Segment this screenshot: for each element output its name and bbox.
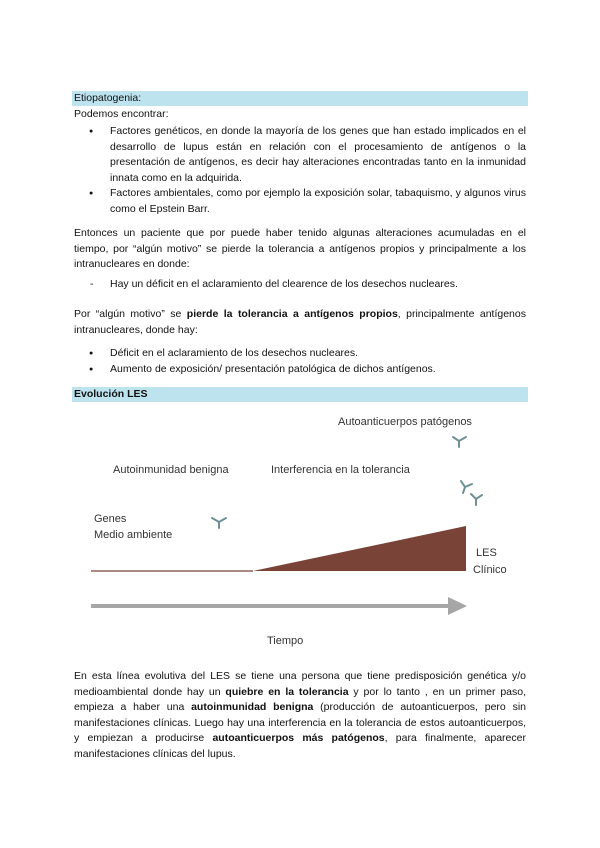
antibody-icon: [471, 494, 482, 505]
antibody-icon: [212, 518, 226, 528]
section-title: Evolución LES: [74, 388, 148, 400]
antibody-icon: [453, 437, 466, 447]
text-run: En esta línea evolutiva del LES se tiene una persona que tiene predisposición genética y/o medioambiental donde hay un: [74, 670, 526, 698]
disease-wedge: [253, 526, 466, 571]
bold-text: autoinmunidad benigna: [191, 701, 314, 713]
paragraph-evolucion: [74, 669, 526, 762]
bold-text: pierde la tolerancia a antígenos propios: [186, 308, 398, 320]
text-run: , para finalmente, aparecer manifestaciones clínicas del lupus.: [74, 732, 526, 760]
section-title: Etiopatogenia:: [74, 92, 142, 104]
label-tiempo: Tiempo: [267, 635, 304, 647]
intro-text: Podemos encontrar:: [74, 108, 169, 120]
label-medio-ambiente: Medio ambiente: [94, 529, 173, 541]
antibody-icon: [461, 481, 472, 493]
text-run: y por lo tanto , en un primer paso, empieza a haber una: [74, 685, 527, 713]
label-clinico: Clínico: [473, 564, 507, 576]
time-arrow-head: [448, 597, 467, 615]
bold-text: quiebre en la tolerancia: [225, 685, 349, 698]
list-item: ● Factores genéticos, en donde la mayoría de los genes que han estado implicados en el desarrollo de lupus están en relación con el procesamiento de antígenos o la presentación de antígenos, es decir hay alteraciones encontradas tanto en la inmunidad innata como en la adquirida.: [74, 124, 526, 186]
text-run: , principalmente antígenos intranucleares, donde hay:: [74, 308, 526, 336]
label-genes: Genes: [94, 513, 127, 525]
text-run: Por “algún motivo” se: [74, 308, 187, 320]
label-les: LES: [476, 547, 497, 559]
list-item: ● Aumento de exposición/ presentación patológica de dichos antígenos.: [74, 362, 526, 378]
label-autoanticuerpos: Autoanticuerpos patógenos: [338, 416, 472, 428]
bold-text: autoanticuerpos más patógenos: [212, 732, 385, 744]
list-item: - Hay un déficit en el aclaramiento del clearence de los desechos nucleares.: [74, 277, 526, 293]
label-autoinmunidad: Autoinmunidad benigna: [113, 464, 229, 476]
paragraph-entonces: Entonces un paciente que por puede haber tenido algunas alteraciones acumuladas en el tiempo, por “algún motivo” se pierde la tolerancia a antígenos propios y principalmente a los intranucleares en donde:: [74, 227, 526, 270]
list-item: ● Déficit en el aclaramiento de los desechos nucleares.: [74, 346, 526, 362]
text-run: (producción de autoanticuerpos, pero sin manifestaciones clínicas. Luego hay una interferencia en la tolerancia de estos autoanticuerpos, y empiezan a producirse: [74, 701, 526, 744]
label-interferencia: Interferencia en la tolerancia: [271, 464, 410, 476]
list-item: ● Factores ambientales, como por ejemplo la exposición solar, tabaquismo, y algunos virus como el Epstein Barr.: [74, 186, 526, 217]
